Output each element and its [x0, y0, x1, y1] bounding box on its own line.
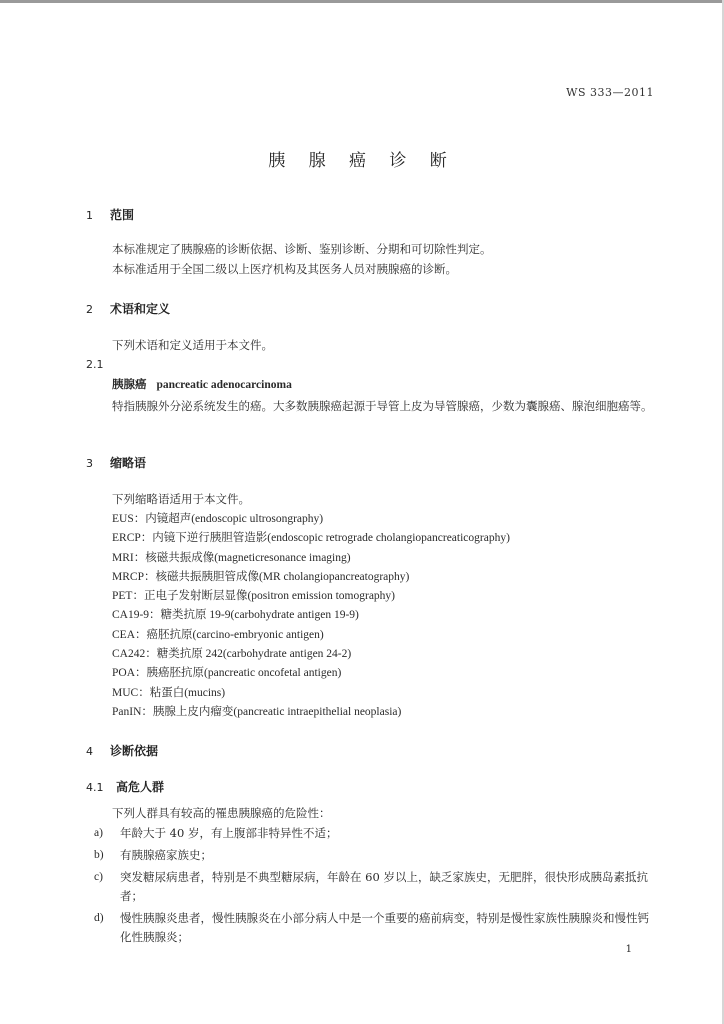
- abbreviation-item: CA242：糖类抗原 242(carbohydrate antigen 24-2): [112, 648, 352, 661]
- abbreviation-item: CA19-9：糖类抗原 19-9(carbohydrate antigen 19-9): [112, 609, 359, 622]
- scope-paragraph-1: 本标准规定了胰腺癌的诊断依据、诊断、鉴别诊断、分期和可切除性判定。: [112, 242, 492, 256]
- subsection-title: 高危人群: [116, 780, 165, 794]
- abbreviations-intro: 下列缩略语适用于本文件。: [112, 492, 250, 506]
- list-marker: b): [94, 849, 104, 861]
- abbreviation-item: MUC：粘蛋白(mucins): [112, 686, 226, 699]
- list-text: 有胰腺癌家族史；: [120, 848, 212, 862]
- list-text: 年龄大于 40 岁，有上腹部非特异性不适；: [120, 826, 338, 840]
- abbreviation-item: ERCP：内镜下逆行胰胆管造影(endoscopic retrograde cholangiopancreaticography): [112, 532, 510, 545]
- terms-intro: 下列术语和定义适用于本文件。: [112, 338, 273, 352]
- list-text: 突发糖尿病患者，特别是不典型糖尿病，年龄在 60 岁以上，缺乏家族史，无肥胖，很快形成胰岛素抵抗者；: [120, 870, 648, 903]
- abbreviation-item: MRI：核磁共振成像(magneticresonance imaging): [112, 551, 351, 564]
- list-marker: d): [94, 912, 104, 924]
- section-title: 缩略语: [110, 456, 147, 470]
- term-english: pancreatic adenocarcinoma: [156, 379, 292, 391]
- abbreviation-item: CEA：癌胚抗原(carcino-embryonic antigen): [112, 628, 324, 641]
- term-definition: 特指胰腺外分泌系统发生的癌。大多数胰腺癌起源于导管上皮为导管腺癌，少数为囊腺癌、腺泡细胞癌等。: [112, 399, 653, 413]
- abbreviation-list: [112, 510, 510, 722]
- subsection-number: 4.1: [86, 781, 104, 794]
- abbreviation-item: EUS：内镜超声(endoscopic ultrosongraphy): [112, 513, 324, 525]
- section-title: 术语和定义: [110, 302, 171, 316]
- subsection-heading-high-risk: [86, 778, 164, 795]
- abbreviation-item: POA：胰癌胚抗原(pancreatic oncofetal antigen): [112, 667, 342, 680]
- section-title: 范围: [110, 208, 135, 222]
- standard-number: WS 333—2011: [566, 86, 654, 99]
- list-text: 慢性胰腺炎患者，慢性胰腺炎在小部分病人中是一个重要的癌前病变，特别是慢性家族性胰腺炎和慢性钙化性胰腺炎；: [120, 911, 649, 944]
- section-heading-terms: [86, 300, 170, 317]
- section-number: 4: [86, 745, 93, 758]
- list-marker: c): [94, 871, 103, 883]
- abbreviation-item: PanIN：胰腺上皮内瘤变(pancreatic intraepithelial neoplasia): [112, 705, 402, 718]
- list-item: [86, 824, 656, 843]
- term-number: 2.1: [86, 358, 104, 371]
- high-risk-intro: 下列人群具有较高的罹患胰腺癌的危险性：: [112, 806, 331, 820]
- list-item: [86, 868, 656, 906]
- term-entry: [112, 376, 292, 392]
- section-heading-abbreviations: [86, 454, 146, 471]
- list-item: [86, 846, 656, 865]
- page-number: 1: [625, 944, 632, 955]
- abbreviation-item: MRCP：核磁共振胰胆管成像(MR cholangiopancreatography): [112, 570, 410, 583]
- section-title: 诊断依据: [110, 744, 159, 758]
- section-number: 1: [86, 209, 93, 222]
- term-chinese: 胰腺癌: [112, 377, 147, 391]
- list-item: [86, 909, 656, 947]
- document-title: 胰 腺 癌 诊 断: [268, 151, 456, 171]
- list-marker: a): [94, 827, 103, 839]
- scope-paragraph-2: 本标准适用于全国二级以上医疗机构及其医务人员对胰腺癌的诊断。: [112, 262, 457, 276]
- abbreviation-item: PET：正电子发射断层显像(positron emission tomography): [112, 590, 396, 603]
- section-heading-scope: [86, 206, 134, 223]
- scan-top-edge: [0, 0, 724, 3]
- section-heading-diagnosis: [86, 742, 158, 759]
- section-number: 3: [86, 457, 93, 470]
- section-number: 2: [86, 303, 93, 316]
- high-risk-list: [86, 824, 656, 950]
